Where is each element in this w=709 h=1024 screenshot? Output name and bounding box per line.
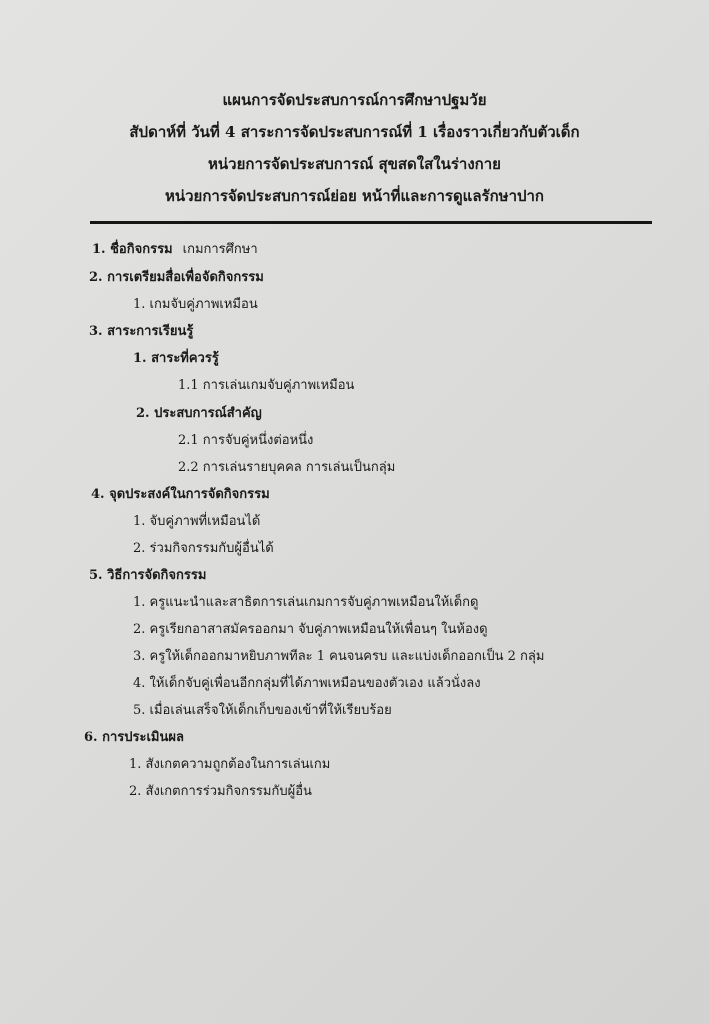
section-activity-name	[92, 238, 258, 259]
list-item: 1. จับคู่ภาพที่เหมือนได้	[133, 514, 261, 529]
subunit-line: หน่วยการจัดประสบการณ์ย่อย หน้าที่และการดูแลรักษาปาก	[164, 187, 545, 205]
section-value: เกมการศึกษา	[182, 242, 258, 257]
list-item: 2. สังเกตการร่วมกิจกรรมกับผู้อื่น	[129, 784, 312, 799]
list-item: 2. ร่วมกิจกรรมกับผู้อื่นได้	[133, 541, 274, 556]
list-item: 4. ให้เด็กจับคู่เพื่อนอีกกลุ่มที่ได้ภาพเหมือนของตัวเอง แล้วนั่งลง	[133, 676, 481, 691]
list-item: 2.2 การเล่นรายบุคคล การเล่นเป็นกลุ่ม	[178, 460, 396, 475]
document-title: แผนการจัดประสบการณ์การศึกษาปฐมวัย	[222, 91, 487, 109]
list-item: 2.1 การจับคู่หนึ่งต่อหนึ่ง	[178, 433, 314, 448]
week-day-topic-line: สัปดาห์ที่ วันที่ 4 สาระการจัดประสบการณ์ที่ 1 เรื่องราวเกี่ยวกับตัวเด็ก	[129, 123, 580, 141]
list-item: 5. เมื่อเล่นเสร็จให้เด็กเก็บของเข้าที่ให้เรียบร้อย	[133, 703, 392, 718]
list-item: 1.1 การเล่นเกมจับคู่ภาพเหมือน	[178, 378, 355, 393]
section-title: 1. ชื่อกิจกรรม	[92, 242, 173, 257]
list-item: 2. ครูเรียกอาสาสมัครออกมา จับคู่ภาพเหมือนให้เพื่อนๆ ในห้องดู	[133, 622, 488, 637]
list-item: 1. เกมจับคู่ภาพเหมือน	[133, 297, 258, 312]
header-divider	[90, 221, 652, 224]
section-materials-title: 2. การเตรียมสื่อเพื่อจัดกิจกรรม	[89, 270, 264, 285]
subsection-knowledge-title: 1. สาระที่ควรรู้	[133, 351, 219, 366]
section-objectives-title: 4. จุดประสงค์ในการจัดกิจกรรม	[91, 487, 270, 502]
list-item: 3. ครูให้เด็กออกมาหยิบภาพทีละ 1 คนจนครบ และแบ่งเด็กออกเป็น 2 กลุ่ม	[133, 649, 545, 664]
list-item: 1. สังเกตความถูกต้องในการเล่นเกม	[129, 757, 331, 772]
section-procedure-title: 5. วิธีการจัดกิจกรรม	[89, 568, 207, 583]
section-learning-content-title: 3. สาระการเรียนรู้	[89, 324, 194, 339]
section-evaluation-title: 6. การประเมินผล	[84, 730, 184, 745]
unit-line: หน่วยการจัดประสบการณ์ สุขสดใสในร่างกาย	[208, 155, 501, 173]
list-item: 1. ครูแนะนำและสาธิตการเล่นเกมการจับคู่ภาพเหมือนให้เด็กดู	[133, 595, 479, 610]
subsection-key-experience-title: 2. ประสบการณ์สำคัญ	[136, 406, 262, 421]
